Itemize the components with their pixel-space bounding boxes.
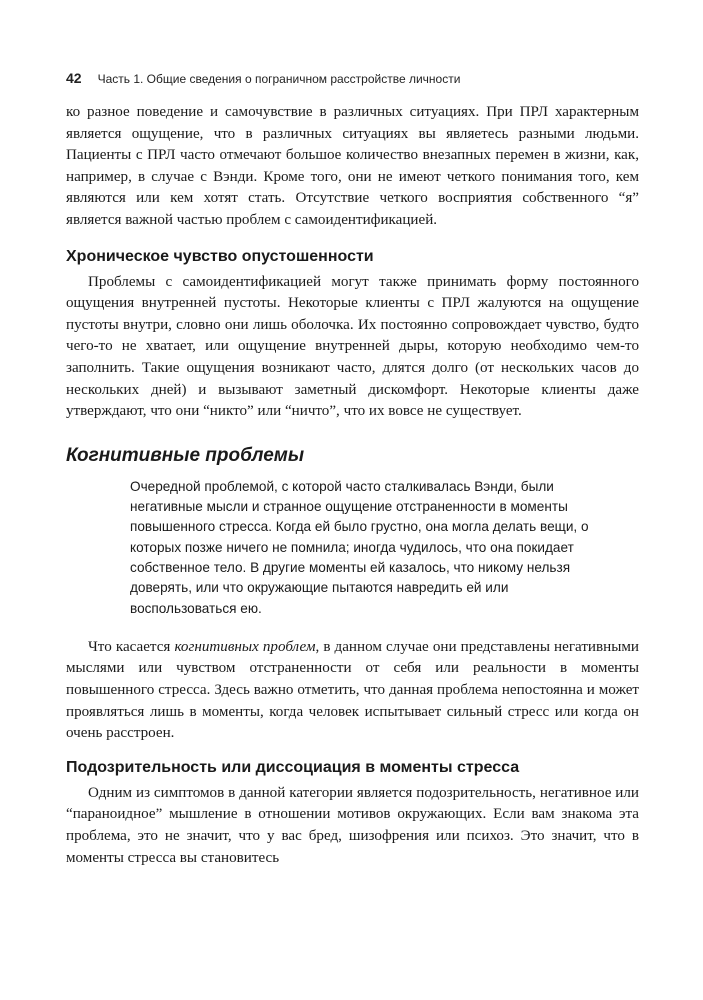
section-heading-cognitive: Когнитивные проблемы — [66, 444, 305, 466]
running-title: Часть 1. Общие сведения о пограничном расстройстве личности — [97, 72, 461, 86]
paragraph-identity-continued: ко разное поведение и самочувствие в различных ситуациях. При ПРЛ характерным является ощущение, что в различных ситуациях вы являетесь разными людьми. Пациенты с ПРЛ часто отмечают большое количество внезапных перемен в жизни, как, например, в случае с Вэнди. Кроме того, они не имеют четкого понимания того, кем являются или кем хотят стать. Отсутствие четкого восприятия собственного “я” является важной частью проблем с самоидентификацией. — [66, 104, 639, 228]
page-body — [66, 102, 639, 869]
case-example-wendy: Очередной проблемой, с которой часто сталкивалась Вэнди, были негативные мысли и странное ощущение отстраненности в моменты повышенного стресса. Когда ей было грустно, она могла делать вещи, о которых позже ничего не помнила; иногда чудилось, что она покидает собственное тело. В другие моменты ей казалось, что никому нельзя доверять, или что окружающие пытаются навредить ей или воспользоваться ею. — [130, 478, 589, 616]
paragraph-rest: , в данном случае они представлены негативными мыслями или чувством отстраненности от себя или реальности в моменты повышенного стресса. Здесь важно отметить, что данная проблема непостоянна и может проявляться лишь в моменты, когда человек испытывает сильный стресс или когда он очень расстроен. — [66, 638, 639, 742]
paragraph-emptiness: Проблемы с самоидентификацией могут также принимать форму постоянного ощущения внутренней пустоты. Некоторые клиенты с ПРЛ жалуются на ощущение пустоты внутри, словно они лишь оболочка. Их постоянно сопровождает чувство, будто чего-то не хватает, или ощущение внутренней дыры, которую необходимо чем-то заполнить. Такие ощущения возникают часто, длятся долго (от нескольких часов до нескольких дней) и вызывают заметный дискомфорт. Некоторые клиенты даже утверждают, что они “никто” или “ничто”, что их вовсе не существует. — [66, 273, 639, 420]
page-number: 42 — [66, 70, 82, 86]
paragraph-cognitive-problems — [66, 637, 639, 745]
running-header — [66, 70, 641, 86]
section-heading-suspicion: Подозрительность или диссоциация в моменты стресса — [66, 758, 520, 776]
italic-term: когнитивных проблем — [174, 638, 316, 655]
paragraph-lead: Что касается — [88, 638, 175, 655]
paragraph-suspicion: Одним из симптомов в данной категории является подозрительность, негативное или “параноидное” мышление в отношении мотивов окружающих. Если вам знакома эта проблема, это не значит, что у вас бред, шизофрения или психоз. Это значит, что в моменты стресса вы становитесь — [66, 784, 639, 866]
section-heading-emptiness: Хроническое чувство опустошенности — [66, 247, 374, 265]
